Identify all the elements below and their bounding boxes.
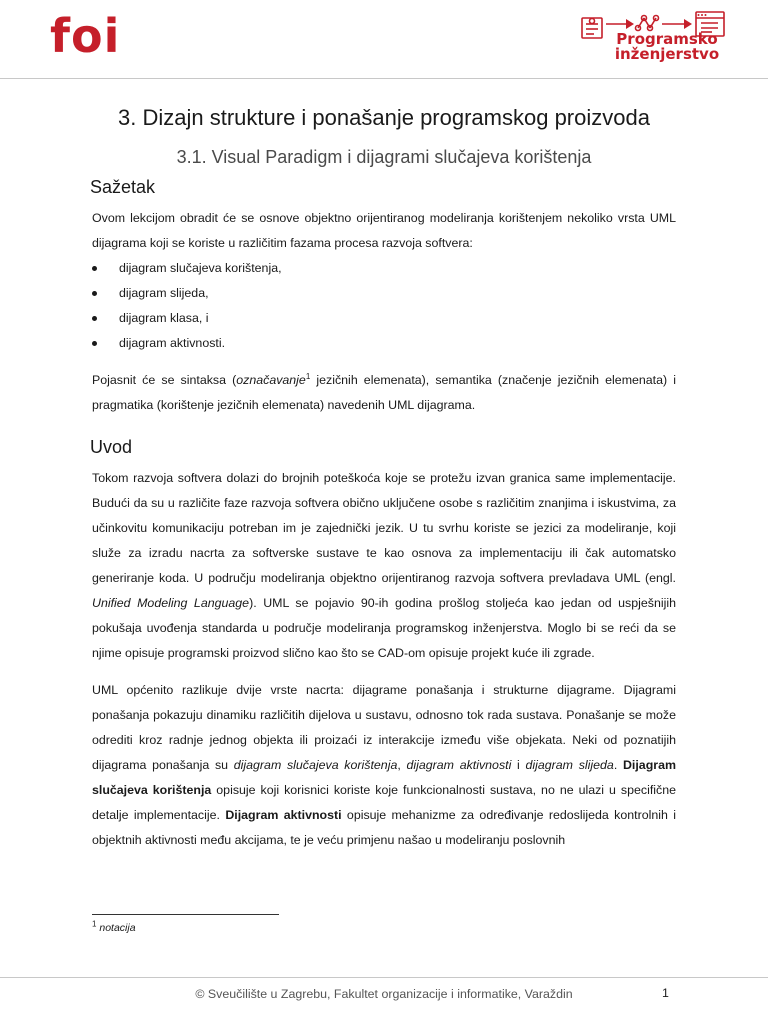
footnote-number: 1 [92,919,97,929]
list-item: dijagram aktivnosti. [92,331,676,356]
page-header [0,0,768,79]
bold-term: Dijagram aktivnosti [225,808,342,822]
text-run: . [613,758,623,772]
document-title: 3. Dizajn strukture i ponašanje programskog proizvoda [118,105,650,130]
document-body [92,100,676,853]
foi-logo: foi [50,9,121,63]
intro-paragraph-1 [92,466,676,666]
italic-term: dijagram aktivnosti [406,758,512,772]
intro-paragraph-2 [92,678,676,853]
footnote-reference[interactable]: 1 [305,371,311,381]
document-subtitle: 3.1. Visual Paradigm i dijagrami slučajeva korištenja [176,147,592,167]
list-item: dijagram slijeda, [92,281,676,306]
footer-divider [0,977,768,978]
text-run: UML općenito razlikuje dvije vrste nacrta: dijagrame ponašanja i strukturne dijagrame. Dijagrami ponašanja pokazuju dinamiku različitih dijelova u sustavu, odnosno tok rada sustava. Ponašanje se može odrediti kroz radnje jednog objekta ili proizaći iz interakcije između više objekata. Neki od poznatijih dijagrama ponašanja su [92,683,676,772]
list-item: dijagram klasa, i [92,306,676,331]
text-run: Pojasnit će se sintaksa ( [92,373,237,387]
text-run: i [511,758,526,772]
text-run: opisuje koji korisnici koriste koje funkcionalnosti sustava, no ne ulazi u specifične detalje implementacije. [92,783,676,822]
section-heading-summary: Sažetak [90,177,156,197]
page-number: 1 [662,986,669,1000]
logo-text-line1: Programsko [616,30,718,48]
programsko-inzenjerstvo-logo [578,10,728,68]
footnote-text: notacija [99,922,136,934]
footer-copyright: © Sveučilište u Zagrebu, Fakultet organizacije i informatike, Varaždin [195,987,573,1001]
text-run: opisuje mehanizme za određivanje redoslijeda kontrolnih i objektnih aktivnosti među akcijama, te je veću primjenu našao u modeliranju poslovnih [92,808,676,847]
logo-text-line2: inženjerstvo [614,45,720,63]
footnote [92,920,136,936]
text-run: Tokom razvoja softvera dolazi do brojnih poteškoća koje se protežu izvan granica same implementacije. Budući da su u različite faze razvoja softvera obično uključene osobe s različitim znanjima i iskustvima, za učinkovitu komunikaciju potreban im je zajednički jezik. U tu svrhu koriste se jezici za modeliranje, koji služe za izradu nacrta za softverske sustave te kao osnova za implementaciju ili čak automatsko generiranje koda. U području modeliranja objektno orijentiranog razvoja softvera prevladava UML (engl. [92,471,676,585]
list-item: dijagram slučajeva korištenja, [92,256,676,281]
text-run: , [397,758,407,772]
text-run: ). UML se pojavio 90-ih godina prošlog stoljeća kao jedan od uspješnijih pokušaja uvođenja standarda u područje modeliranja programskog inženjerstva. Moglo bi se reći da se njime opisuje programski proizvod slično kao što se CAD-om opisuje projekt kuće ili zgrade. [92,596,676,660]
italic-term: dijagram slijeda [525,758,614,772]
italic-term: dijagram slučajeva korištenja [233,758,398,772]
logo-text [606,32,728,62]
summary-intro-paragraph: Ovom lekcijom obradit će se osnove objektno orijentiranog modeliranja korištenjem nekoliko vrsta UML dijagrama koji se koriste u različitim fazama procesa razvoja softvera: [92,211,676,250]
diagram-list [92,256,676,356]
section-heading-intro: Uvod [90,437,133,457]
italic-term: Unified Modeling Language [92,596,250,610]
footnote-divider [92,914,279,915]
italic-term: označavanje [236,373,306,387]
text-run: jezičnih elemenata), semantika (značenje jezičnih elemenata) i pragmatika (korištenje jezičnih elemenata) navedenih UML dijagrama. [92,373,676,412]
bold-term: Dijagram slučajeva korištenja [92,758,676,797]
summary-paragraph-2 [92,368,676,418]
